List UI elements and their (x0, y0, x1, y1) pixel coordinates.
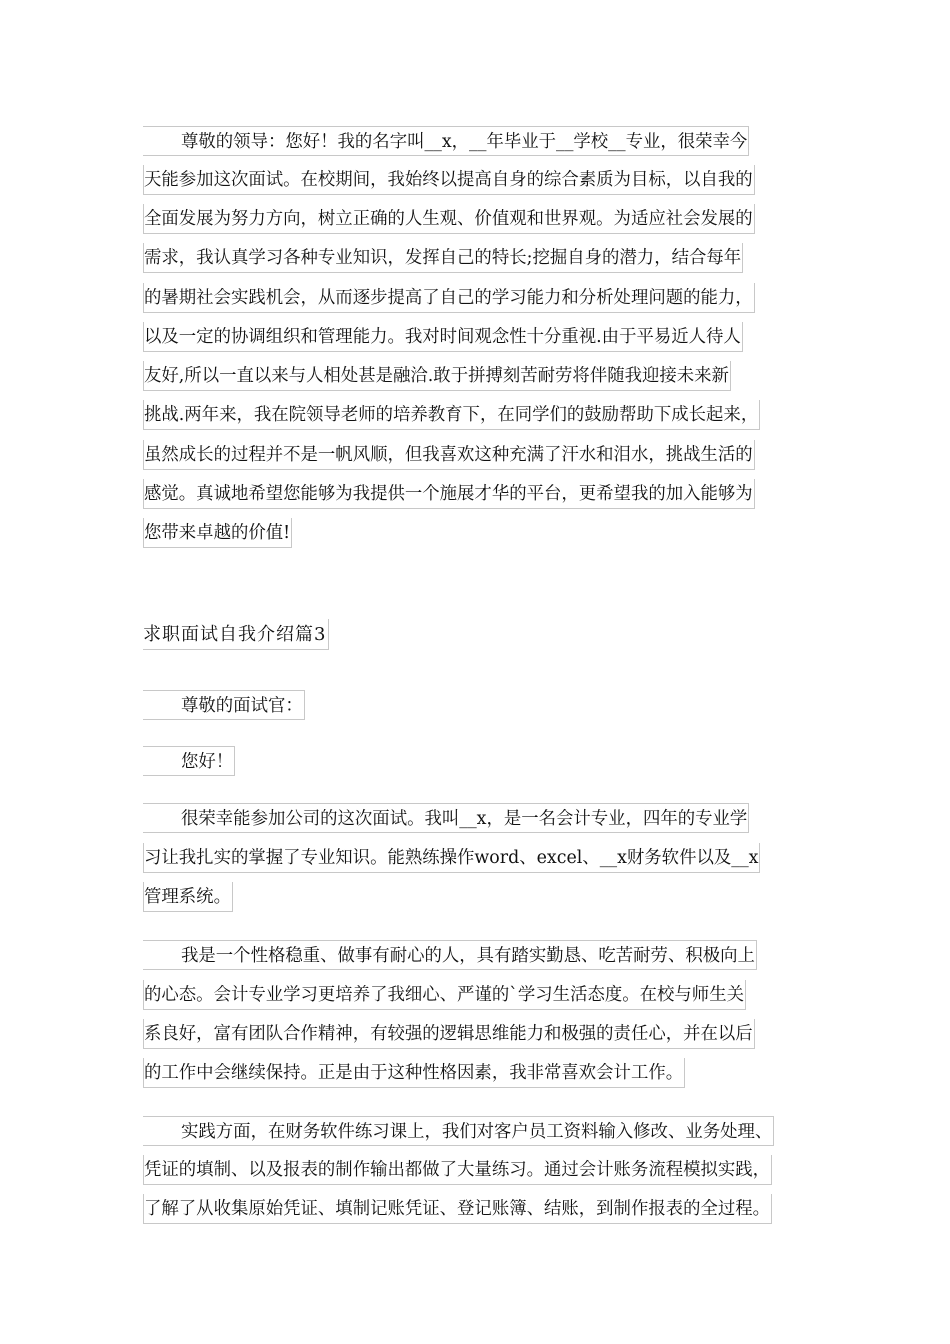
paragraph3-line-1: 我是一个性格稳重、做事有耐心的人，具有踏实勤恳、吃苦耐劳、积极向上 (143, 940, 757, 970)
paragraph1-line-5: 的暑期社会实践机会，从而逐步提高了自己的学习能力和分析处理问题的能力， (143, 283, 755, 313)
paragraph2-line-3: 管理系统。 (143, 882, 233, 912)
paragraph1-line-10: 感觉。真诚地希望您能够为我提供一个施展才华的平台，更希望我的加入能够为 (143, 479, 755, 509)
paragraph1-line-7: 友好,所以一直以来与人相处甚是融洽.敢于拼搏刻苦耐劳将伴随我迎接未来新 (143, 361, 731, 391)
paragraph1-line-2: 天能参加这次面试。在校期间，我始终以提高自身的综合素质为目标，以自我的 (143, 165, 755, 195)
paragraph4-line-1: 实践方面，在财务软件练习课上，我们对客户员工资料输入修改、业务处理、 (143, 1116, 774, 1146)
paragraph1-line-9: 虽然成长的过程并不是一帆风顺，但我喜欢这种充满了汗水和泪水，挑战生活的 (143, 440, 755, 470)
paragraph4-line-2: 凭证的填制、以及报表的制作输出都做了大量练习。通过会计账务流程模拟实践， (143, 1155, 772, 1185)
paragraph4-line-3: 了解了从收集原始凭证、填制记账凭证、登记账簿、结账，到制作报表的全过程。 (143, 1194, 772, 1224)
paragraph3-line-2: 的心态。会计专业学习更培养了我细心、严谨的`学习生活态度。在校与师生关 (143, 980, 746, 1010)
paragraph3-line-4: 的工作中会继续保持。正是由于这种性格因素，我非常喜欢会计工作。 (143, 1058, 685, 1088)
paragraph1-line-6: 以及一定的协调组织和管理能力。我对时间观念性十分重视.由于平易近人待人 (143, 322, 743, 352)
section-title: 求职面试自我介绍篇3 (143, 619, 329, 650)
greeting-line (143, 690, 305, 720)
paragraph1-text-1: 尊敬的领导：您好！我的名字叫__x，__年毕业于__学校__专业，很荣幸今 (181, 132, 748, 152)
greeting-text: 尊敬的面试官： (181, 696, 303, 716)
paragraph1-line-11: 您带来卓越的价值! (143, 518, 292, 548)
paragraph3-line-3: 系良好，富有团队合作精神，有较强的逻辑思维能力和极强的责任心，并在以后 (143, 1019, 755, 1049)
hello-text: 您好！ (181, 752, 234, 772)
paragraph1-line-1 (143, 126, 749, 156)
paragraph1-line-4: 需求，我认真学习各种专业知识，发挥自己的特长;挖掘自身的潜力，结合每年 (143, 243, 743, 273)
paragraph1-line-3: 全面发展为努力方向，树立正确的人生观、价值观和世界观。为适应社会发展的 (143, 204, 755, 234)
hello-line (143, 746, 235, 776)
paragraph2-line-1: 很荣幸能参加公司的这次面试。我叫__x，是一名会计专业，四年的专业学 (143, 803, 749, 833)
paragraph2-line-2: 习让我扎实的掌握了专业知识。能熟练操作word、excel、__x财务软件以及__x (143, 843, 760, 873)
paragraph1-line-8: 挑战.两年来，我在院领导老师的培养教育下，在同学们的鼓励帮助下成长起来， (143, 400, 760, 430)
